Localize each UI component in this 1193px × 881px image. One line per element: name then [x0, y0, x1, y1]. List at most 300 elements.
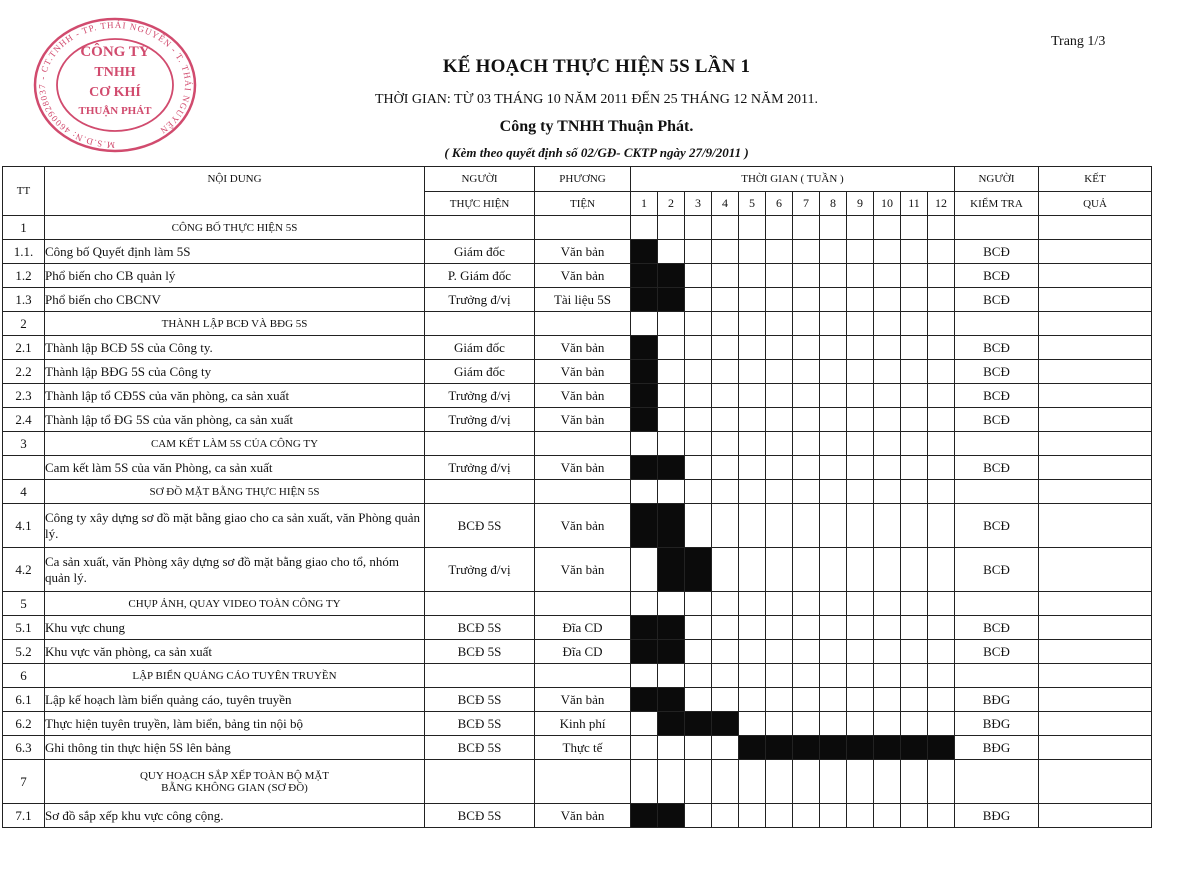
gantt-cell — [874, 360, 901, 384]
gantt-cell — [793, 548, 820, 592]
gantt-cell — [928, 288, 955, 312]
gantt-cell — [631, 216, 658, 240]
gantt-cell — [874, 288, 901, 312]
row-tt: 5 — [3, 592, 45, 616]
gantt-cell — [874, 504, 901, 548]
row-result — [1039, 504, 1152, 548]
gantt-cell — [874, 480, 901, 504]
section-row — [3, 312, 1152, 336]
row-checker — [955, 480, 1039, 504]
row-means: Thực tế — [535, 736, 631, 760]
row-result — [1039, 548, 1152, 592]
gantt-cell — [631, 712, 658, 736]
gantt-cell — [712, 616, 739, 640]
gantt-cell — [793, 384, 820, 408]
row-performer — [425, 480, 535, 504]
gantt-cell — [847, 616, 874, 640]
row-performer: Giám đốc — [425, 240, 535, 264]
gantt-cell — [739, 336, 766, 360]
gantt-cell — [928, 240, 955, 264]
gantt-bar-cell — [685, 712, 712, 736]
gantt-cell — [712, 640, 739, 664]
gantt-cell — [793, 712, 820, 736]
gantt-cell — [766, 456, 793, 480]
gantt-cell — [766, 688, 793, 712]
gantt-cell — [631, 432, 658, 456]
row-checker: BCĐ — [955, 408, 1039, 432]
gantt-cell — [928, 664, 955, 688]
row-tt: 3 — [3, 432, 45, 456]
row-checker — [955, 432, 1039, 456]
task-row — [3, 616, 1152, 640]
task-row — [3, 712, 1152, 736]
gantt-cell — [901, 664, 928, 688]
gantt-cell — [901, 504, 928, 548]
gantt-cell — [793, 216, 820, 240]
row-performer — [425, 432, 535, 456]
gantt-cell — [766, 360, 793, 384]
gantt-cell — [928, 760, 955, 804]
gantt-cell — [658, 216, 685, 240]
gantt-cell — [766, 384, 793, 408]
row-result — [1039, 216, 1152, 240]
gantt-cell — [658, 432, 685, 456]
gantt-bar-cell — [631, 456, 658, 480]
gantt-cell — [685, 804, 712, 828]
header-week: 5 — [739, 192, 766, 216]
gantt-cell — [685, 408, 712, 432]
row-result — [1039, 664, 1152, 688]
gantt-cell — [631, 312, 658, 336]
gantt-cell — [874, 548, 901, 592]
gantt-cell — [901, 760, 928, 804]
document-title: KẾ HOẠCH THỰC HIỆN 5S LẦN 1 — [442, 56, 751, 77]
gantt-cell — [685, 264, 712, 288]
row-means — [535, 432, 631, 456]
row-tt: 1.2 — [3, 264, 45, 288]
task-row — [3, 736, 1152, 760]
row-performer: P. Giám đốc — [425, 264, 535, 288]
gantt-cell — [739, 312, 766, 336]
gantt-cell — [874, 664, 901, 688]
gantt-cell — [712, 264, 739, 288]
row-checker: BCĐ — [955, 456, 1039, 480]
row-means — [535, 760, 631, 804]
gantt-cell — [658, 240, 685, 264]
row-tt: 6 — [3, 664, 45, 688]
header-week: 3 — [685, 192, 712, 216]
section-row — [3, 432, 1152, 456]
gantt-cell — [712, 456, 739, 480]
gantt-cell — [820, 504, 847, 548]
gantt-cell — [874, 408, 901, 432]
gantt-cell — [847, 240, 874, 264]
gantt-cell — [901, 312, 928, 336]
decision-reference: ( Kèm theo quyết định số 02/GĐ- CKTP ngày 27/9/2011 ) — [444, 145, 749, 160]
gantt-cell — [712, 288, 739, 312]
task-row — [3, 548, 1152, 592]
gantt-cell — [901, 480, 928, 504]
gantt-cell — [631, 736, 658, 760]
row-means: Kinh phí — [535, 712, 631, 736]
gantt-cell — [793, 264, 820, 288]
row-performer: BCĐ 5S — [425, 688, 535, 712]
gantt-cell — [658, 480, 685, 504]
row-checker: BCĐ — [955, 548, 1039, 592]
gantt-cell — [874, 384, 901, 408]
section-title-line: CHỤP ẢNH, QUAY VIDEO TOÀN CÔNG TY — [128, 597, 341, 610]
gantt-cell — [766, 480, 793, 504]
gantt-cell — [928, 432, 955, 456]
gantt-cell — [847, 548, 874, 592]
gantt-cell — [874, 216, 901, 240]
gantt-cell — [847, 408, 874, 432]
header-week: 8 — [820, 192, 847, 216]
gantt-cell — [820, 264, 847, 288]
gantt-cell — [739, 384, 766, 408]
gantt-cell — [874, 804, 901, 828]
row-content: Ghi thông tin thực hiện 5S lên bảng — [45, 736, 425, 760]
row-checker: BCĐ — [955, 640, 1039, 664]
gantt-cell — [766, 408, 793, 432]
page-number: Trang 1/3 — [1051, 34, 1106, 49]
stamp-line: CÔNG TY — [80, 44, 150, 60]
gantt-cell — [820, 384, 847, 408]
row-result — [1039, 360, 1152, 384]
gantt-cell — [712, 760, 739, 804]
gantt-cell — [928, 264, 955, 288]
header-means-2: TIỆN — [535, 192, 631, 216]
gantt-cell — [793, 432, 820, 456]
row-checker — [955, 760, 1039, 804]
gantt-bar-cell — [928, 736, 955, 760]
row-tt: 2.4 — [3, 408, 45, 432]
header-content: NỘI DUNG — [45, 167, 425, 216]
gantt-cell — [901, 804, 928, 828]
header-week: 4 — [712, 192, 739, 216]
gantt-cell — [685, 736, 712, 760]
gantt-cell — [847, 804, 874, 828]
gantt-cell — [739, 548, 766, 592]
header-week: 10 — [874, 192, 901, 216]
gantt-cell — [739, 480, 766, 504]
gantt-bar-cell — [685, 548, 712, 592]
gantt-cell — [658, 664, 685, 688]
row-checker — [955, 664, 1039, 688]
row-result — [1039, 288, 1152, 312]
gantt-cell — [712, 592, 739, 616]
gantt-cell — [739, 432, 766, 456]
gantt-cell — [739, 456, 766, 480]
row-content: Ca sản xuất, văn Phòng xây dựng sơ đồ mặt bằng giao cho tổ, nhóm quản lý. — [45, 548, 425, 592]
gantt-cell — [631, 592, 658, 616]
gantt-cell — [820, 664, 847, 688]
gantt-cell — [820, 616, 847, 640]
section-row — [3, 592, 1152, 616]
gantt-cell — [847, 384, 874, 408]
gantt-cell — [793, 640, 820, 664]
row-result — [1039, 592, 1152, 616]
section-row — [3, 664, 1152, 688]
row-result — [1039, 384, 1152, 408]
gantt-cell — [685, 664, 712, 688]
gantt-bar-cell — [631, 504, 658, 548]
row-result — [1039, 736, 1152, 760]
gantt-cell — [874, 336, 901, 360]
gantt-cell — [712, 664, 739, 688]
company-name: Công ty TNHH Thuận Phát. — [499, 118, 694, 135]
row-tt: 2.3 — [3, 384, 45, 408]
task-row — [3, 688, 1152, 712]
gantt-cell — [739, 216, 766, 240]
gantt-cell — [766, 504, 793, 548]
header-week: 11 — [901, 192, 928, 216]
gantt-cell — [820, 216, 847, 240]
row-performer: BCĐ 5S — [425, 504, 535, 548]
gantt-cell — [685, 760, 712, 804]
gantt-cell — [658, 592, 685, 616]
gantt-cell — [901, 456, 928, 480]
gantt-cell — [847, 592, 874, 616]
row-means: Văn bản — [535, 240, 631, 264]
row-means: Đĩa CD — [535, 616, 631, 640]
row-result — [1039, 240, 1152, 264]
gantt-cell — [928, 504, 955, 548]
gantt-cell — [793, 336, 820, 360]
gantt-cell — [901, 592, 928, 616]
gantt-cell — [793, 592, 820, 616]
gantt-cell — [793, 360, 820, 384]
row-content: Thành lập tổ ĐG 5S của văn phòng, ca sản xuất — [45, 408, 425, 432]
section-title-line: THÀNH LẬP BCĐ VÀ BĐG 5S — [161, 317, 308, 330]
row-performer: Trưởng đ/vị — [425, 548, 535, 592]
gantt-cell — [847, 480, 874, 504]
gantt-cell — [712, 240, 739, 264]
section-title — [45, 480, 425, 504]
gantt-cell — [847, 216, 874, 240]
row-performer: Trưởng đ/vị — [425, 408, 535, 432]
row-checker — [955, 312, 1039, 336]
gantt-cell — [874, 240, 901, 264]
header-week: 12 — [928, 192, 955, 216]
row-performer — [425, 592, 535, 616]
row-content: Phổ biến cho CB quản lý — [45, 264, 425, 288]
gantt-cell — [712, 804, 739, 828]
gantt-cell — [793, 616, 820, 640]
row-checker: BCĐ — [955, 240, 1039, 264]
gantt-cell — [685, 504, 712, 548]
gantt-bar-cell — [658, 688, 685, 712]
gantt-cell — [712, 736, 739, 760]
gantt-cell — [820, 432, 847, 456]
gantt-cell — [847, 712, 874, 736]
gantt-cell — [901, 408, 928, 432]
row-tt: 1.1. — [3, 240, 45, 264]
gantt-cell — [793, 480, 820, 504]
gantt-bar-cell — [631, 360, 658, 384]
header-checker-2: KIỂM TRA — [955, 192, 1039, 216]
row-result — [1039, 688, 1152, 712]
gantt-bar-cell — [631, 616, 658, 640]
row-checker: BCĐ — [955, 616, 1039, 640]
gantt-cell — [712, 336, 739, 360]
section-row — [3, 216, 1152, 240]
gantt-cell — [739, 240, 766, 264]
row-tt: 1.3 — [3, 288, 45, 312]
gantt-cell — [820, 760, 847, 804]
gantt-cell — [685, 592, 712, 616]
gantt-cell — [766, 264, 793, 288]
row-content: Thực hiện tuyên truyền, làm biển, bảng tin nội bộ — [45, 712, 425, 736]
row-means: Văn bản — [535, 504, 631, 548]
row-means — [535, 312, 631, 336]
gantt-cell — [928, 616, 955, 640]
task-row — [3, 264, 1152, 288]
gantt-cell — [685, 336, 712, 360]
gantt-cell — [739, 408, 766, 432]
row-result — [1039, 456, 1152, 480]
header-week: 1 — [631, 192, 658, 216]
header-tt: TT — [3, 167, 45, 216]
gantt-cell — [820, 804, 847, 828]
gantt-cell — [793, 688, 820, 712]
gantt-cell — [874, 640, 901, 664]
row-content: Thành lập BCĐ 5S của Công ty. — [45, 336, 425, 360]
header-week: 9 — [847, 192, 874, 216]
gantt-cell — [712, 504, 739, 548]
gantt-cell — [793, 240, 820, 264]
row-tt: 2.1 — [3, 336, 45, 360]
section-title — [45, 432, 425, 456]
gantt-cell — [820, 712, 847, 736]
gantt-cell — [712, 408, 739, 432]
stamp-line: TNHH — [94, 65, 136, 80]
row-performer: BCĐ 5S — [425, 616, 535, 640]
header-performer-2: THỰC HIỆN — [425, 192, 535, 216]
gantt-cell — [631, 480, 658, 504]
gantt-cell — [712, 384, 739, 408]
gantt-bar-cell — [631, 240, 658, 264]
gantt-cell — [793, 504, 820, 548]
section-title-line: SƠ ĐỒ MẶT BẰNG THỰC HIỆN 5S — [149, 485, 320, 498]
gantt-cell — [658, 336, 685, 360]
gantt-cell — [874, 264, 901, 288]
plan-body — [3, 216, 1152, 828]
gantt-cell — [820, 456, 847, 480]
gantt-cell — [820, 360, 847, 384]
gantt-bar-cell — [631, 640, 658, 664]
section-title-line: BẰNG KHÔNG GIAN (SƠ ĐỒ) — [161, 781, 308, 794]
row-means: Văn bản — [535, 804, 631, 828]
gantt-cell — [901, 264, 928, 288]
row-performer: Trưởng đ/vị — [425, 384, 535, 408]
gantt-bar-cell — [658, 548, 685, 592]
row-performer — [425, 760, 535, 804]
row-checker: BCĐ — [955, 336, 1039, 360]
row-tt: 1 — [3, 216, 45, 240]
row-checker: BCĐ — [955, 288, 1039, 312]
row-result — [1039, 264, 1152, 288]
gantt-bar-cell — [658, 456, 685, 480]
row-result — [1039, 480, 1152, 504]
section-title — [45, 312, 425, 336]
gantt-cell — [928, 360, 955, 384]
gantt-cell — [928, 688, 955, 712]
gantt-cell — [739, 360, 766, 384]
plan-table — [2, 166, 1152, 828]
gantt-bar-cell — [658, 804, 685, 828]
gantt-cell — [712, 312, 739, 336]
gantt-cell — [874, 592, 901, 616]
gantt-cell — [739, 288, 766, 312]
row-performer: Trưởng đ/vị — [425, 456, 535, 480]
row-content: Khu vực chung — [45, 616, 425, 640]
gantt-bar-cell — [658, 288, 685, 312]
gantt-cell — [631, 760, 658, 804]
stamp-line: CƠ KHÍ — [89, 85, 141, 100]
gantt-cell — [793, 804, 820, 828]
gantt-cell — [739, 804, 766, 828]
gantt-cell — [928, 336, 955, 360]
gantt-cell — [766, 592, 793, 616]
gantt-bar-cell — [631, 264, 658, 288]
gantt-cell — [928, 548, 955, 592]
gantt-cell — [658, 760, 685, 804]
row-checker: BĐG — [955, 804, 1039, 828]
gantt-cell — [739, 688, 766, 712]
gantt-cell — [928, 804, 955, 828]
gantt-bar-cell — [631, 408, 658, 432]
gantt-cell — [847, 504, 874, 548]
gantt-cell — [793, 312, 820, 336]
row-tt: 2 — [3, 312, 45, 336]
gantt-cell — [793, 288, 820, 312]
gantt-bar-cell — [631, 288, 658, 312]
row-tt: 7 — [3, 760, 45, 804]
gantt-cell — [712, 432, 739, 456]
row-result — [1039, 312, 1152, 336]
gantt-cell — [847, 456, 874, 480]
gantt-cell — [685, 688, 712, 712]
row-performer: Trưởng đ/vị — [425, 288, 535, 312]
gantt-cell — [901, 336, 928, 360]
gantt-cell — [847, 688, 874, 712]
header-week: 6 — [766, 192, 793, 216]
gantt-cell — [793, 408, 820, 432]
gantt-cell — [874, 688, 901, 712]
gantt-cell — [820, 408, 847, 432]
gantt-cell — [928, 640, 955, 664]
gantt-cell — [739, 712, 766, 736]
gantt-cell — [685, 616, 712, 640]
gantt-cell — [712, 688, 739, 712]
row-means: Văn bản — [535, 264, 631, 288]
gantt-cell — [928, 592, 955, 616]
row-tt: 4.2 — [3, 548, 45, 592]
gantt-bar-cell — [874, 736, 901, 760]
section-title — [45, 664, 425, 688]
gantt-cell — [820, 312, 847, 336]
row-means: Đĩa CD — [535, 640, 631, 664]
gantt-bar-cell — [847, 736, 874, 760]
row-performer: BCĐ 5S — [425, 712, 535, 736]
gantt-cell — [928, 384, 955, 408]
row-checker: BCĐ — [955, 384, 1039, 408]
gantt-cell — [685, 432, 712, 456]
row-checker — [955, 216, 1039, 240]
row-tt: 2.2 — [3, 360, 45, 384]
section-title-line: LẬP BIỂN QUẢNG CÁO TUYÊN TRUYỀN — [132, 669, 337, 682]
